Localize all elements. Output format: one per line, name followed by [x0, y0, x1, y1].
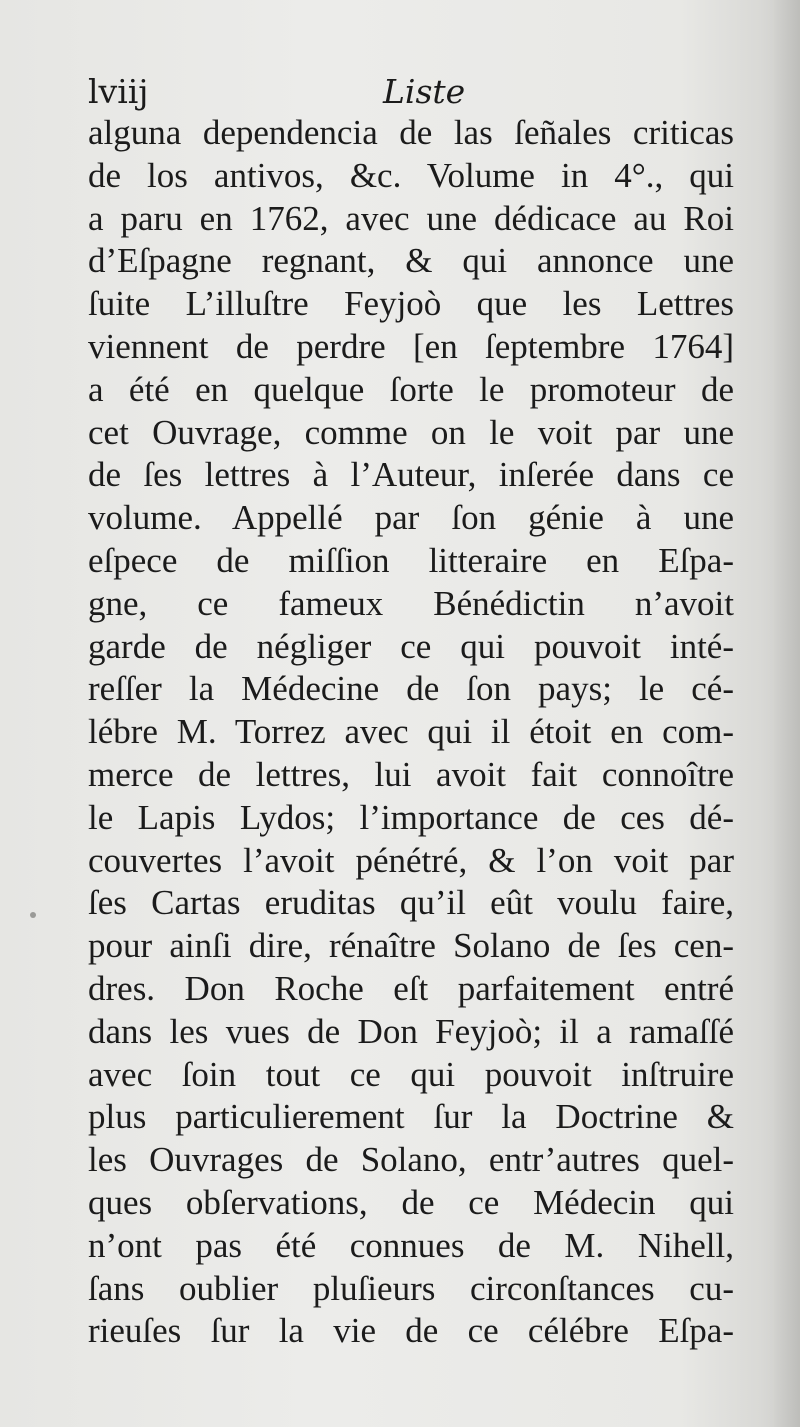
text-line: viennent de perdre [en ſeptembre 1764]: [88, 326, 734, 366]
text-line: d’Eſpagne regnant, & qui annonce une: [88, 241, 734, 281]
text-line: a été en quelque ſorte le promoteur de: [88, 369, 734, 409]
text-line: couvertes l’avoit pénétré, & l’on voit par: [88, 840, 734, 880]
text-line: gne, ce fameux Bénédictin n’avoit: [88, 583, 734, 623]
text-line: lébre M. Torrez avec qui il étoit en com-: [88, 712, 734, 752]
text-line: plus particulierement ſur la Doctrine &: [88, 1097, 734, 1137]
text-line: volume. Appellé par ſon génie à une: [88, 498, 734, 538]
text-line: cet Ouvrage, comme on le voit par une: [88, 412, 734, 452]
text-line: dres. Don Roche eſt parfaitement entré: [88, 968, 734, 1008]
text-line: les Ouvrages de Solano, entr’autres quel-: [88, 1140, 734, 1180]
text-line: n’ont pas été connues de M. Nihell,: [88, 1225, 734, 1265]
running-title: Liste: [383, 72, 466, 111]
body-text: [88, 112, 734, 1353]
text-line: reſſer la Médecine de ſon pays; le cé-: [88, 669, 734, 709]
page-header: [88, 72, 738, 112]
text-line: pour ainſi dire, rénaître Solano de ſes cen-: [88, 926, 734, 966]
text-line: garde de négliger ce qui pouvoit inté-: [88, 626, 734, 666]
paper-fleck: [30, 912, 36, 918]
text-line: de ſes lettres à l’Auteur, inſerée dans ce: [88, 455, 734, 495]
text-line: dans les vues de Don Feyjoò; il a ramaſſé: [88, 1011, 734, 1051]
text-line: merce de lettres, lui avoit fait connoître: [88, 754, 734, 794]
text-line: eſpece de miſſion litteraire en Eſpa-: [88, 540, 734, 580]
text-line: avec ſoin tout ce qui pouvoit inſtruire: [88, 1054, 734, 1094]
page-number: lviij: [88, 72, 149, 111]
text-line: de los antivos, &c. Volume in 4°., qui: [88, 155, 734, 195]
text-line: alguna dependencia de las ſeñales criticas: [88, 113, 734, 152]
text-line: ſes Cartas eruditas qu’il eût voulu faire,: [88, 883, 734, 923]
text-line: rieuſes ſur la vie de ce célébre Eſpa-: [88, 1311, 734, 1351]
text-line: a paru en 1762, avec une dédicace au Roi: [88, 198, 734, 238]
text-line: ques obſervations, de ce Médecin qui: [88, 1182, 734, 1222]
text-line: ſuite L’illuſtre Feyjoò que les Lettres: [88, 284, 734, 324]
page-spine-shadow: [774, 0, 800, 1427]
text-line: le Lapis Lydos; l’importance de ces dé-: [88, 797, 734, 837]
text-line: ſans oublier pluſieurs circonſtances cu-: [88, 1268, 734, 1308]
